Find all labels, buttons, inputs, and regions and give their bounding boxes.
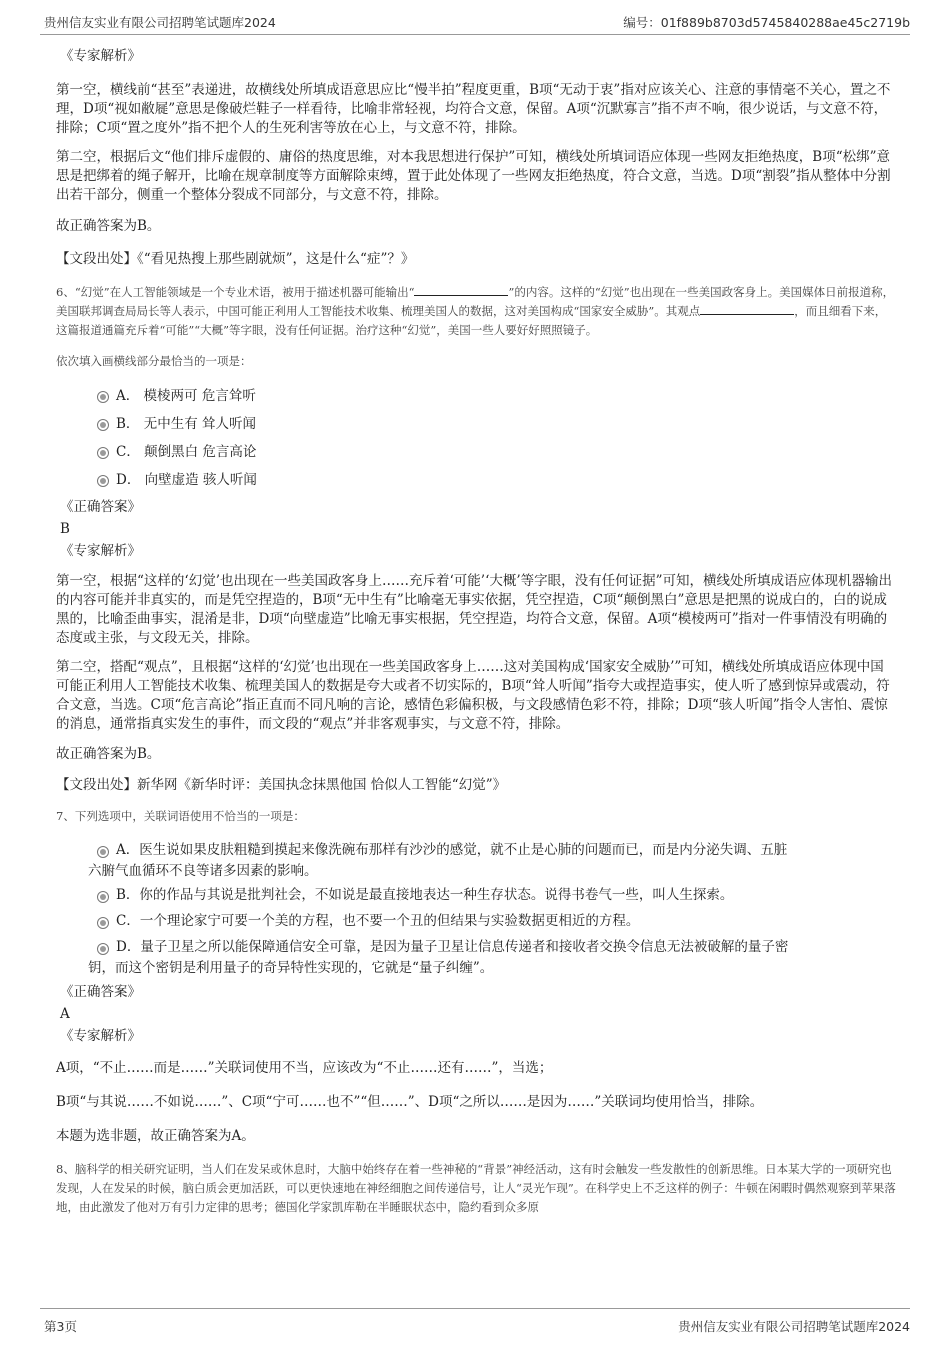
- footer-title: 贵州信友实业有限公司招聘笔试题库2024: [678, 1319, 910, 1334]
- q7-option-a-line1: A．医生说如果皮肤粗糙到摸起来像洗碗布那样有沙沙的感觉，就不止是心肺的问题而已，而是内分泌失调、五脏: [116, 842, 788, 858]
- q6-question: [56, 283, 896, 340]
- page-footer: [40, 1308, 910, 1346]
- q7-option-d[interactable]: [56, 937, 896, 979]
- q7-option-c-label: C．一个理论家宁可要一个美的方程，也不要一个丑的但结果与实验数据更相近的方程。: [116, 913, 640, 929]
- q7-option-d-line1: D．量子卫星之所以能保障通信安全可靠，是因为量子卫星让信息传递者和接收者交换令信息无法被破解的量子密: [116, 939, 789, 955]
- header-title: 贵州信友实业有限公司招聘笔试题库2024: [44, 15, 276, 30]
- q7-conclusion: 本题为选非题，故正确答案为A。: [56, 1128, 255, 1144]
- q6-option-d[interactable]: [56, 470, 896, 490]
- q6-text-c: ，而且细看下来，这篇报道通篇充斥着“可能”“大概”等字眼，没有任何证据。治疗这种“幻觉”，美国一些人要好好照照镜子。: [56, 304, 887, 337]
- radio-icon[interactable]: [97, 891, 109, 903]
- q6-text-a: 6、“幻觉”在人工智能领域是一个专业术语，被用于描述机器可能输出“: [56, 285, 415, 299]
- q6-option-d-label: D． 向壁虚造 骇人听闻: [116, 472, 257, 488]
- q5-analysis-1: 第一空，横线前“甚至”表递进，故横线处所填成语意思应比“慢半拍”程度更重，B项“无动于衷”指对应该关心、注意的事情毫不关心，置之不理，D项“视如敝屣”意思是像破烂鞋子一样看待，比喻非常轻视，均符合文意，保留。A项“沉默寡言”指不声不响，很少说话，与文意不符，排除；C项“置之度外”指不把个人的生死利害等放在心上，与文意不符，排除。: [56, 82, 891, 136]
- q6-answer: B: [60, 521, 70, 537]
- q6-options: [56, 386, 896, 490]
- radio-icon[interactable]: [97, 391, 109, 403]
- q7-answer-label: 《正确答案》: [60, 984, 141, 1000]
- q6-text-b: ”的内容。这样的“幻觉”也出现在一些美国政客身上。美国媒体日前报道称，美国联邦调查局局长等人表示，中国可能正利用人工智能技术收集、梳理美国人的数据，这对美国构成“国家安全威胁”。其观点: [56, 285, 895, 318]
- q6-conclusion: 故正确答案为B。: [56, 746, 161, 762]
- q6-option-a[interactable]: [56, 386, 896, 406]
- q5-expert-label: 《专家解析》: [60, 48, 141, 64]
- q7-expert-label: 《专家解析》: [60, 1028, 141, 1044]
- q6-option-b-label: B． 无中生有 耸人听闻: [116, 416, 257, 432]
- q6-analysis-1: 第一空，根据“这样的‘幻觉’也出现在一些美国政客身上……充斥着‘可能’‘大概’等字眼，没有任何证据”可知，横线处所填成语应体现机器输出的内容可能并非真实的，而是凭空捏造的，B项“无中生有”比喻毫无事实依据，凭空捏造，C项“颠倒黑白”意思是把黑的说成白的，白的说成黑的，比喻歪曲事实，混淆是非，D项“向壁虚造”比喻无事实根据，凭空捏造，均符合文意，保留。A项“模棱两可”指对一件事情没有明确的态度或主张，与文段无关，排除。: [56, 573, 893, 646]
- q7-option-a[interactable]: [56, 840, 896, 882]
- q5-conclusion: 故正确答案为B。: [56, 218, 161, 234]
- q6-answer-label: 《正确答案》: [60, 499, 141, 515]
- page-header: [40, 0, 910, 35]
- radio-icon[interactable]: [97, 475, 109, 487]
- q6-blank-2: [700, 302, 794, 315]
- page-number: 第3页: [44, 1319, 77, 1334]
- q6-expert-label: 《专家解析》: [60, 543, 141, 559]
- q6-blank-1: [414, 283, 508, 296]
- q7-option-b-label: B．你的作品与其说是批判社会，不如说是最直接地表达一种生存状态。说得书卷气一些，叫人生探索。: [116, 887, 734, 903]
- radio-icon[interactable]: [97, 943, 109, 955]
- q7-analysis-1: A项，“不止……而是……”关联词使用不当，应该改为“不止……还有……”，当选；: [56, 1060, 553, 1076]
- q7-analysis-2: B项“与其说……不如说……”、C项“宁可……也不”“但……”、D项“之所以……是因为……”关联词均使用恰当，排除。: [56, 1094, 764, 1110]
- radio-icon[interactable]: [97, 917, 109, 929]
- radio-icon[interactable]: [97, 846, 109, 858]
- q8-question: 8、脑科学的相关研究证明，当人们在发呆或休息时，大脑中始终存在着一些神秘的“背景”神经活动，这有时会触发一些发散性的创新思维。日本某大学的一项研究也发现，人在发呆的时候，脑白质会更加活跃，可以更快速地在神经细胞之间传递信号，让人“灵光乍现”。在科学史上不乏这样的例子：牛顿在闲暇时偶然观察到苹果落地，由此激发了他对万有引力定律的思考；德国化学家凯库勒在半睡眠状态中，隐约看到众多原: [56, 1162, 896, 1214]
- q5-source: 【文段出处】《“看见热搜上那些剧就烦”，这是什么“症”？》: [56, 251, 415, 267]
- q6-option-a-label: A． 模棱两可 危言耸听: [116, 388, 256, 404]
- header-doc-id: 编号：01f889b8703d5745840288ae45c2719b: [623, 15, 910, 30]
- q5-analysis-2: 第二空，根据后文“他们排斥虚假的、庸俗的热度思维，对本我思想进行保护”可知，横线处所填词语应体现一些网友拒绝热度，B项“松绑”意思是把绑着的绳子解开，比喻在规章制度等方面解除束缚，置于此处体现了一些网友拒绝热度，符合文意，当选。D项“割裂”指从整体中分割出若干部分，侧重一个整体分裂成不同部分，与文意不符，排除。: [56, 149, 891, 203]
- q6-option-c-label: C． 颠倒黑白 危言高论: [116, 444, 257, 460]
- q6-option-b[interactable]: [56, 414, 896, 434]
- q7-options: [56, 840, 896, 979]
- page-content: [56, 42, 896, 1217]
- q7-question: 7、下列选项中，关联词语使用不恰当的一项是：: [56, 809, 305, 823]
- q7-option-d-line2: 钥，而这个密钥是利用量子的奇异特性实现的，它就是“量子纠缠”。: [88, 960, 494, 976]
- q7-option-b[interactable]: [56, 885, 896, 906]
- q7-option-a-line2: 六腑气血循环不良等诸多因素的影响。: [88, 863, 318, 879]
- q7-answer: A: [60, 1006, 70, 1022]
- radio-icon[interactable]: [97, 419, 109, 431]
- radio-icon[interactable]: [97, 447, 109, 459]
- q6-prompt: 依次填入画横线部分最恰当的一项是：: [56, 354, 252, 368]
- q6-option-c[interactable]: [56, 442, 896, 462]
- q6-analysis-2: 第二空，搭配“观点”，且根据“这样的‘幻觉’也出现在一些美国政客身上……这对美国构成‘国家安全威胁’”可知，横线处所填成语应体现中国可能正利用人工智能技术收集、梳理美国人的数据是夸大或者不切实际的，B项“耸人听闻”指夸大或捏造事实，使人听了感到惊异或震动，符合文意，当选。C项“危言高论”指正直而不同凡响的言论，感情色彩偏积极，与文段感情色彩不符，排除；D项“骇人听闻”指令人害怕、震惊的消息，通常指真实发生的事件，而文段的“观点”并非客观事实，与文意不符，排除。: [56, 659, 890, 732]
- q7-option-c[interactable]: [56, 911, 896, 932]
- q6-source: 【文段出处】新华网《新华时评：美国执念抹黑他国 恰似人工智能“幻觉”》: [56, 777, 507, 793]
